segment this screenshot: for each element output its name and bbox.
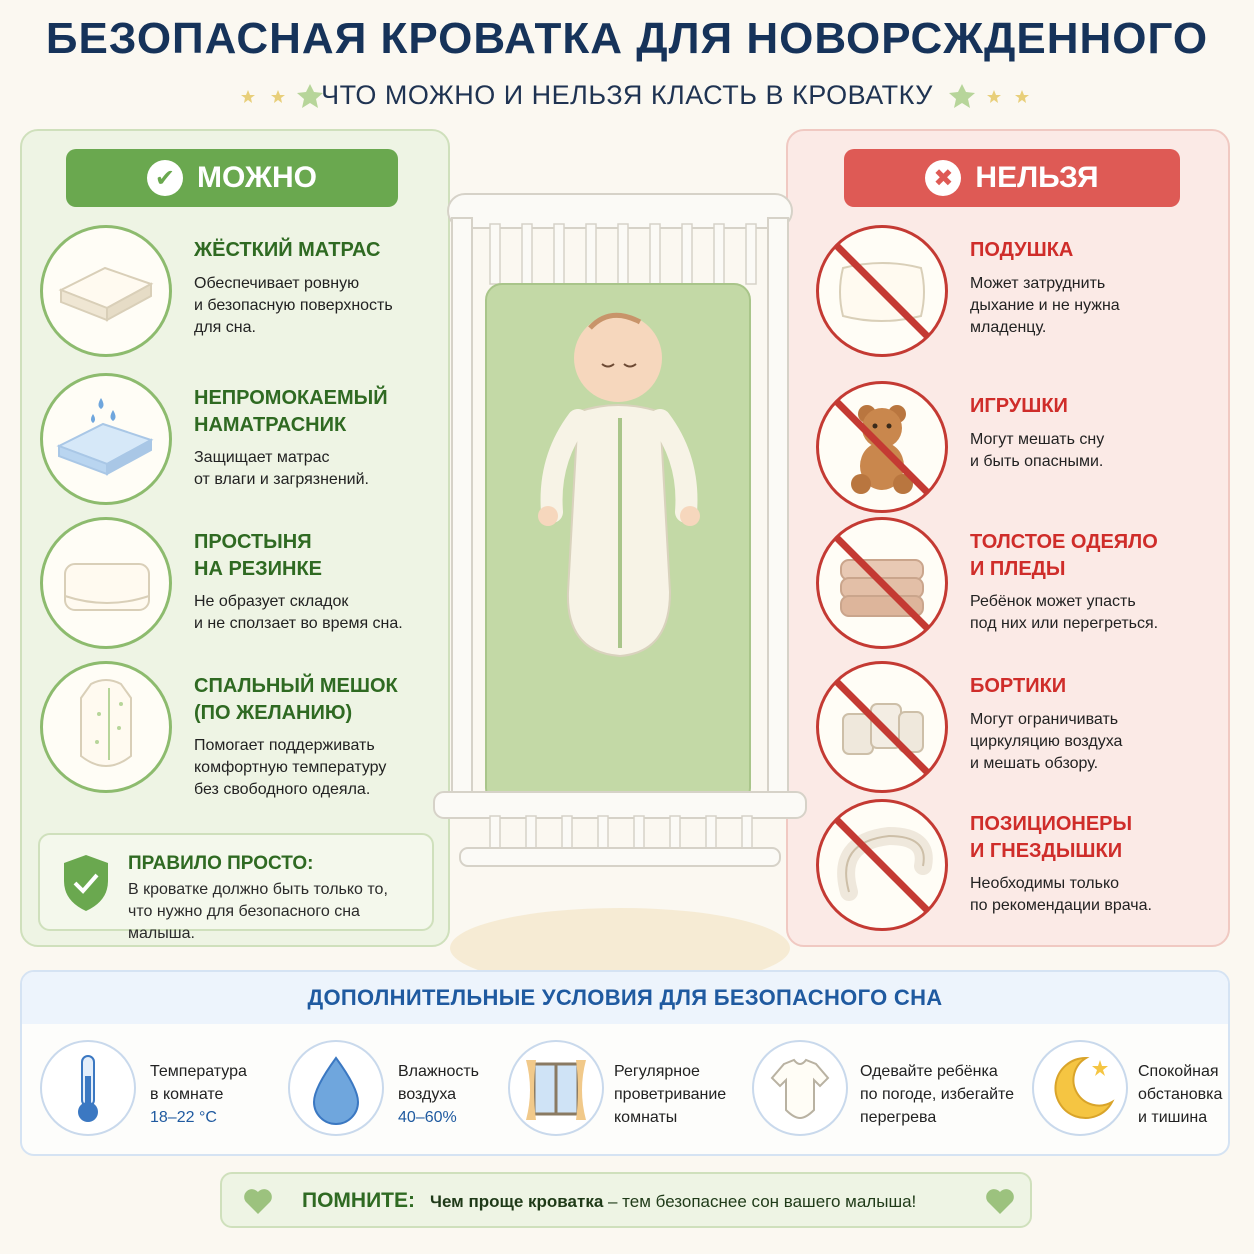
allowed-item-cover xyxy=(40,373,440,513)
condition-line: Одевайте ребёнка xyxy=(860,1063,998,1080)
remember-rest-text: – тем безопаснее сон вашего малыша! xyxy=(603,1192,917,1211)
forbidden-item-blanket xyxy=(816,517,1216,657)
heart-icon xyxy=(984,1187,1016,1215)
fitted-sheet-icon xyxy=(40,517,172,649)
remember-banner xyxy=(220,1172,1032,1228)
condition-line: Регулярное xyxy=(614,1063,700,1080)
sleeping-bag-icon xyxy=(40,661,172,793)
item-desc-line: циркуляцию воздуха xyxy=(970,733,1123,750)
remember-label: ПОМНИТЕ: xyxy=(302,1189,416,1212)
crib-illustration xyxy=(430,188,810,988)
bumpers-icon xyxy=(816,661,948,793)
window-icon xyxy=(508,1040,604,1136)
item-title: И ПЛЕДЫ xyxy=(970,558,1066,580)
condition-line: перегрева xyxy=(860,1109,937,1126)
forbidden-label: НЕЛЬЗЯ xyxy=(975,161,1099,194)
rule-text-line: В кроватке должно быть только то, xyxy=(128,881,388,898)
forbidden-item-toys xyxy=(816,381,1216,521)
condition-text xyxy=(150,1060,247,1129)
moon-icon xyxy=(1032,1040,1128,1136)
allowed-label: МОЖНО xyxy=(196,161,318,194)
remember-text xyxy=(430,1192,916,1212)
condition-line: комнаты xyxy=(614,1109,678,1126)
cross-icon: ✖ xyxy=(925,160,961,196)
item-title: И ГНЕЗДЫШКИ xyxy=(970,840,1123,862)
item-desc-line: без свободного одеяла. xyxy=(194,781,371,798)
allowed-item-mattress xyxy=(40,225,440,365)
mattress-icon xyxy=(40,225,172,357)
rule-text xyxy=(128,879,428,945)
item-desc-line: Необходимы только xyxy=(970,875,1120,892)
item-desc-line: дыхание и не нужна xyxy=(970,297,1120,314)
condition-text xyxy=(860,1060,1014,1129)
item-title: ТОЛСТОЕ ОДЕЯЛО xyxy=(970,531,1158,553)
item-desc-line: для сна. xyxy=(194,319,256,336)
forbidden-header xyxy=(844,149,1180,207)
item-desc-line: Может затруднить xyxy=(970,275,1106,292)
item-title: СПАЛЬНЫЙ МЕШОК xyxy=(194,675,398,697)
page-subtitle: ЧТО МОЖНО И НЕЛЬЗЯ КЛАСТЬ В КРОВАТКУ xyxy=(321,80,933,110)
item-desc-line: младенцу. xyxy=(970,319,1047,336)
item-desc-line: комфортную температуру xyxy=(194,759,387,776)
condition-line: проветривание xyxy=(614,1086,727,1103)
item-title: НА РЕЗИНКЕ xyxy=(194,558,323,580)
item-desc-line: Не образует складок xyxy=(194,593,349,610)
allowed-panel xyxy=(20,129,450,947)
bodysuit-icon xyxy=(752,1040,848,1136)
teddy-bear-icon xyxy=(816,381,948,513)
positioner-icon xyxy=(816,799,948,931)
extra-conditions-section xyxy=(20,970,1230,1156)
item-title: НЕПРОМОКАЕМЫЙ xyxy=(194,387,388,409)
section-title: ДОПОЛНИТЕЛЬНЫЕ УСЛОВИЯ ДЛЯ БЕЗОПАСНОГО СНА xyxy=(22,972,1228,1024)
heart-icon xyxy=(242,1187,274,1215)
allowed-item-sleeping-bag xyxy=(40,661,440,811)
item-title: ИГРУШКИ xyxy=(970,395,1068,417)
item-desc-line: Ребёнок может упасть xyxy=(970,593,1136,610)
thermometer-icon xyxy=(40,1040,136,1136)
item-desc-line: Могут мешать сну xyxy=(970,431,1105,448)
condition-value: 40–60% xyxy=(398,1109,457,1126)
rule-text-line: что нужно для безопасного сна малыша. xyxy=(128,903,360,942)
condition-line: Температура xyxy=(150,1063,247,1080)
item-desc-line: и безопасную поверхность xyxy=(194,297,393,314)
condition-value: 18–22 °С xyxy=(150,1109,217,1126)
item-desc-line: по рекомендации врача. xyxy=(970,897,1152,914)
item-desc-line: и быть опасными. xyxy=(970,453,1104,470)
item-desc-line: Защищает матрас xyxy=(194,449,330,466)
rule-title: ПРАВИЛО ПРОСТО: xyxy=(128,853,314,874)
condition-line: по погоде, избегайте xyxy=(860,1086,1015,1103)
item-title: БОРТИКИ xyxy=(970,675,1067,697)
item-desc-line: и мешать обзору. xyxy=(970,755,1099,772)
forbidden-item-pillow xyxy=(816,225,1216,365)
item-desc-line: Обеспечивает ровную xyxy=(194,275,360,292)
item-desc-line: и не сползает во время сна. xyxy=(194,615,403,632)
item-title: ПОДУШКА xyxy=(970,239,1074,261)
condition-line: воздуха xyxy=(398,1086,457,1103)
item-desc-line: Помогает поддерживать xyxy=(194,737,375,754)
blanket-icon xyxy=(816,517,948,649)
shield-check-icon xyxy=(60,853,112,913)
allowed-item-sheet xyxy=(40,517,440,657)
condition-line: в комнате xyxy=(150,1086,224,1103)
item-title: НАМАТРАСНИК xyxy=(194,414,347,436)
condition-text xyxy=(614,1060,726,1129)
page-title: БЕЗОПАСНАЯ КРОВАТКА ДЛЯ НОВОРСЖДЕННОГО xyxy=(45,14,1209,63)
check-icon: ✔ xyxy=(147,160,183,196)
item-desc-line: под них или перегреться. xyxy=(970,615,1159,632)
forbidden-panel xyxy=(786,129,1230,947)
stars-decoration-icon xyxy=(946,80,1036,112)
item-desc-line: от влаги и загрязнений. xyxy=(194,471,369,488)
condition-text xyxy=(1138,1060,1222,1129)
condition-line: обстановка xyxy=(1138,1086,1223,1103)
forbidden-item-bumpers xyxy=(816,661,1216,801)
rule-box xyxy=(38,833,434,942)
condition-line: и тишина xyxy=(1138,1109,1208,1126)
item-title: ПОЗИЦИОНЕРЫ xyxy=(970,813,1133,835)
water-drop-icon xyxy=(288,1040,384,1136)
pillow-icon xyxy=(816,225,948,357)
condition-line: Влажность xyxy=(398,1063,480,1080)
item-desc-line: Могут ограничивать xyxy=(970,711,1119,728)
forbidden-item-positioners xyxy=(816,799,1216,939)
allowed-header xyxy=(66,149,398,207)
item-title: ЖЁСТКИЙ МАТРАС xyxy=(194,239,381,261)
waterproof-cover-icon xyxy=(40,373,172,505)
condition-text xyxy=(398,1060,479,1129)
item-title: (ПО ЖЕЛАНИЮ) xyxy=(194,702,353,724)
condition-line: Спокойная xyxy=(1138,1063,1219,1080)
item-title: ПРОСТЫНЯ xyxy=(194,531,312,553)
remember-bold-text: Чем проще кроватка xyxy=(430,1192,604,1211)
